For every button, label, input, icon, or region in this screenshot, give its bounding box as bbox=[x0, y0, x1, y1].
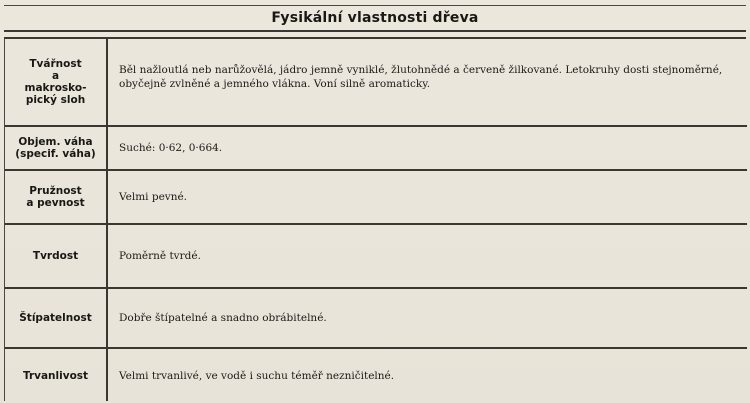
page-title: Fysikální vlastnosti dřeva bbox=[271, 10, 479, 26]
row-value-tvrdost: Poměrně tvrdé. bbox=[119, 250, 201, 262]
row-label-objemova-vaha: Objem. váha (specif. váha) bbox=[15, 136, 96, 160]
row-value-stipatelnost: Dobře štípatelné a snadno obrábitelné. bbox=[119, 312, 327, 324]
row-value-objemova-vaha: Suché: 0·62, 0·664. bbox=[119, 142, 223, 154]
properties-table bbox=[4, 37, 746, 401]
row-label-stipatelnost: Štípatelnost bbox=[19, 312, 92, 324]
row-value-tvarnost: Běl nažloutlá neb narůžovělá, jádro jemně vyniklé, žlutohnědé a červeně žilkované. Letokruhy dosti stejnoměrné, obyčejně zvlněné a jemného vlákna. Voní silně aromaticky. bbox=[119, 64, 723, 90]
row-label-tvarnost: Tvářnost a makrosko- pický sloh bbox=[24, 58, 87, 106]
row-label-pruznost: Pružnost a pevnost bbox=[26, 185, 85, 209]
row-value-trvanlivost: Velmi trvanlivé, ve vodě i suchu téměř nezničitelné. bbox=[119, 370, 395, 382]
title-bar bbox=[4, 5, 746, 32]
row-label-tvrdost: Tvrdost bbox=[32, 250, 79, 262]
row-value-pruznost: Velmi pevné. bbox=[119, 191, 188, 203]
row-label-trvanlivost: Trvanlivost bbox=[22, 370, 89, 382]
